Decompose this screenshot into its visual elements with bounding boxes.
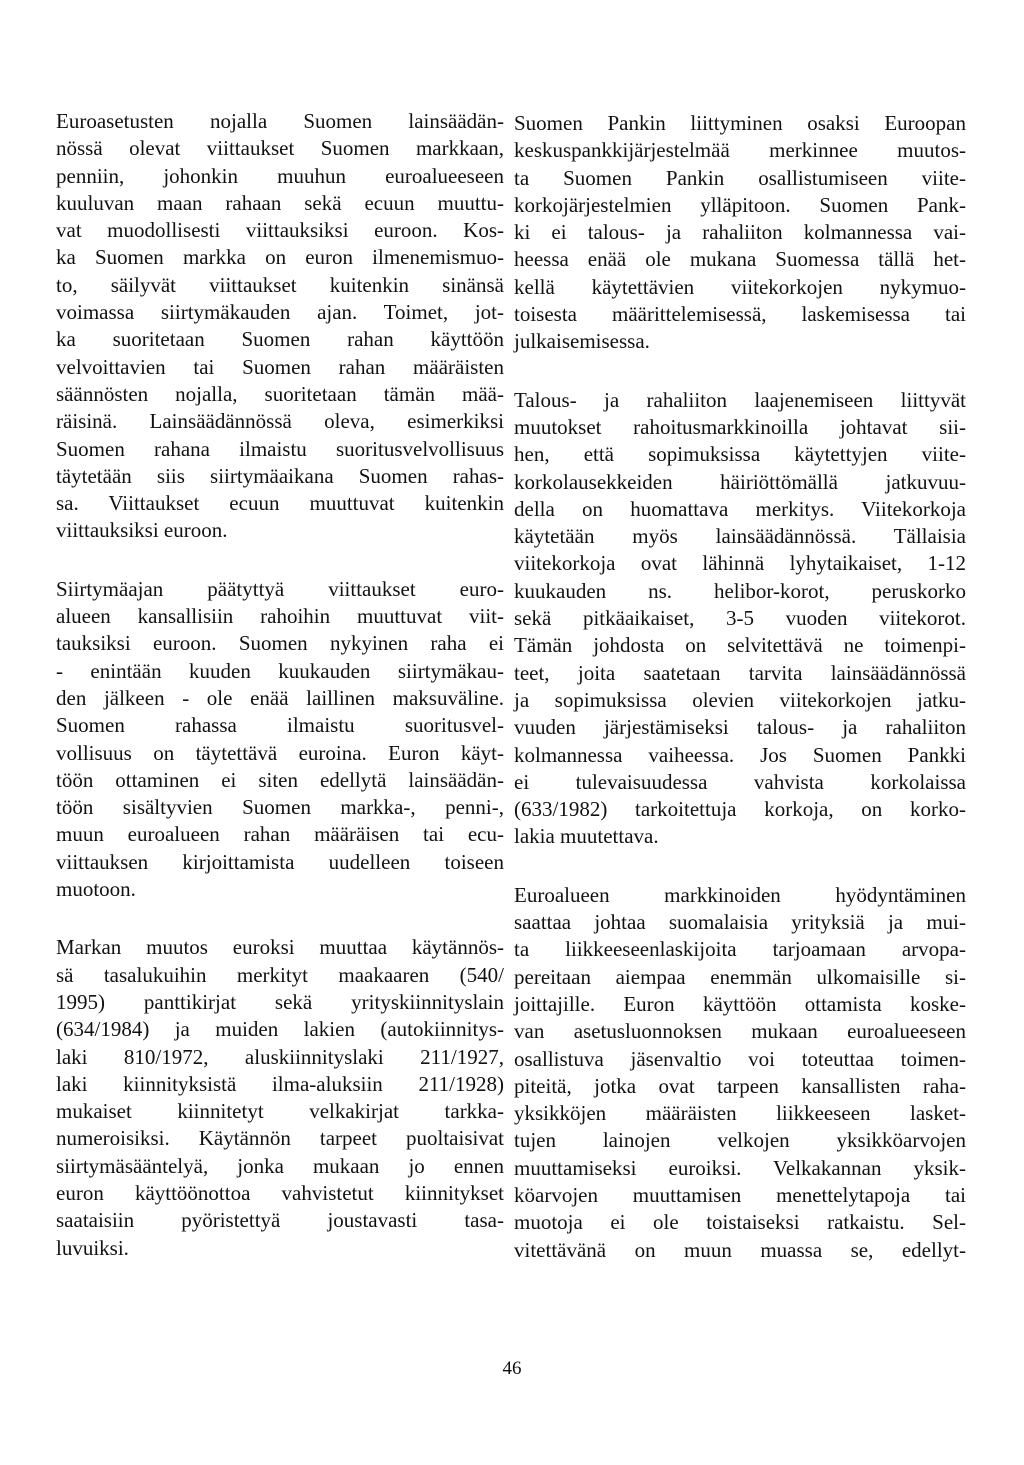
right-column (514, 110, 966, 1295)
text-line: muotoja ei ole toistaiseksi ratkaistu. Sel- (514, 1210, 966, 1235)
text-line: kuukauden ns. helibor-korot, peruskorko (514, 578, 966, 603)
paragraph (56, 576, 504, 904)
text-line: alueen kansallisiin rahoihin muuttuvat viit- (56, 604, 504, 629)
paragraph (514, 387, 966, 851)
text-line: joittajille. Euron käyttöön ottamista koske- (514, 991, 966, 1016)
text-line: saattaa johtaa suomalaisia yrityksiä ja mui- (514, 910, 966, 935)
page-number: 46 (502, 1358, 522, 1379)
text-line: toisesta määrittelemisessä, laskemisessa tai (514, 302, 966, 327)
text-line: Suomen rahassa ilmaistu suoritusvel- (56, 713, 504, 738)
text-line: muun euroalueen rahan määräisen tai ecu- (56, 822, 504, 847)
text-line: Suomen Pankin liittyminen osaksi Euroopan (514, 111, 966, 135)
text-line: sekä pitkäaikaiset, 3-5 vuoden viitekorot. (514, 606, 966, 631)
paragraph (56, 108, 504, 545)
text-line: Talous- ja rahaliiton laajenemiseen liittyvät (514, 387, 966, 412)
text-line: van asetusluonnoksen mukaan euroalueeseen (514, 1019, 966, 1044)
paragraph (56, 934, 504, 1262)
text-line: osallistuva jäsenvaltio voi toteuttaa toimen- (514, 1046, 966, 1071)
text-line: tauksiksi euroon. Suomen nykyinen raha ei (56, 631, 504, 656)
text-line: yksikköjen määräisten liikkeeseen lasket- (514, 1101, 966, 1126)
text-line: vat muodollisesti viittauksiksi euroon. Kos- (56, 218, 504, 243)
text-line: viitekorkoja ovat lähinnä lyhytaikaiset, 1-12 (514, 551, 966, 576)
text-line: pereitaan aiempaa enemmän ulkomaisille si- (514, 964, 966, 989)
text-line: saataisiin pyöristettyä joustavasti tasa- (56, 1208, 504, 1233)
text-line: viittauksen kirjoittamista uudelleen toiseen (56, 849, 504, 874)
text-line: laki kiinnityksistä ilma-aluksiin 211/1928) (56, 1071, 504, 1096)
text-line: ja sopimuksissa olevien viitekorkojen jatku- (514, 687, 966, 712)
text-line: penniin, johonkin muuhun euroalueeseen (56, 163, 504, 188)
text-line: ki ei talous- ja rahaliiton kolmannessa vai- (514, 220, 966, 245)
text-line: säännösten nojalla, suoritetaan tämän mää- (56, 381, 504, 406)
text-line: kuuluvan maan rahaan sekä ecuun muuttu- (56, 190, 504, 215)
text-line: töön ottaminen ei siten edellytä lainsäädän- (56, 767, 504, 792)
text-line: lakia muutettava. (514, 824, 659, 849)
paragraph (514, 882, 966, 1264)
text-line: vuuden järjestämiseksi talous- ja rahaliiton (514, 715, 966, 740)
text-line: laki 810/1972, aluskiinnityslaki 211/1927, (56, 1044, 504, 1069)
text-line: räisinä. Lainsäädännössä oleva, esimerkiksi (56, 409, 504, 434)
text-line: tujen lainojen velkojen yksikköarvojen (514, 1128, 966, 1153)
text-line: Euroalueen markkinoiden hyödyntäminen (514, 882, 966, 907)
text-line: korkolausekkeiden häiriöttömällä jatkuvuu- (514, 469, 966, 494)
text-line: julkaisemisessa. (514, 329, 650, 354)
text-line: della on huomattava merkitys. Viitekorkoja (514, 496, 966, 521)
text-line: käytetään myös lainsäädännössä. Tällaisia (514, 524, 966, 549)
text-line: vitettävänä on muun muassa se, edellyt- (514, 1237, 966, 1262)
text-line: (633/1982) tarkoitettuja korkoja, on korko- (514, 797, 966, 822)
text-line: voimassa siirtymäkauden ajan. Toimet, jot- (56, 300, 504, 325)
text-line: siirtymäsääntelyä, jonka mukaan jo ennen (56, 1153, 504, 1178)
text-line: teet, joita saatetaan tarvita lainsäädännössä (514, 660, 966, 685)
text-line: muuttamiseksi euroiksi. Velkakannan yksik- (514, 1155, 966, 1180)
text-line: korkojärjestelmien ylläpitoon. Suomen Pank- (514, 192, 966, 217)
left-column (56, 108, 504, 1293)
text-line: mukaiset kiinnitetyt velkakirjat tarkka- (56, 1099, 504, 1124)
text-line: vollisuus on täytettävä euroina. Euron käyt- (56, 740, 504, 765)
text-line: kolmannessa vaiheessa. Jos Suomen Pankki (514, 742, 966, 767)
text-line: euron käyttöönottoa vahvistetut kiinnitykset (56, 1180, 504, 1205)
text-line: muotoon. (56, 877, 136, 902)
text-line: den jälkeen - ole enää laillinen maksuväline. (56, 685, 504, 710)
paragraph (514, 110, 966, 356)
text-line: to, säilyvät viittaukset kuitenkin sinänsä (56, 272, 504, 297)
text-line: täytetään siis siirtymäaikana Suomen rahas- (56, 463, 504, 488)
text-line: 1995) panttikirjat sekä yrityskiinnityslain (56, 989, 504, 1014)
text-line: Euroasetusten nojalla Suomen lainsäädän- (56, 109, 504, 133)
text-line: keskuspankkijärjestelmää merkinnee muutos- (514, 138, 966, 163)
text-line: ka Suomen markka on euron ilmenemismuo- (56, 245, 504, 270)
text-line: nössä olevat viittaukset Suomen markkaan, (56, 136, 504, 161)
text-line: heessa enää ole mukana Suomessa tällä het- (514, 247, 966, 272)
text-line: Tämän johdosta on selvitettävä ne toimenpi- (514, 633, 966, 658)
text-line: Siirtymäajan päätyttyä viittaukset euro- (56, 576, 504, 601)
text-line: numeroisiksi. Käytännön tarpeet puoltaisivat (56, 1126, 504, 1151)
text-line: sa. Viittaukset ecuun muuttuvat kuitenkin (56, 491, 504, 516)
text-line: Markan muutos euroksi muuttaa käytännös- (56, 935, 504, 960)
text-line: piteitä, jotka ovat tarpeen kansallisten raha- (514, 1073, 966, 1098)
text-line: velvoittavien tai Suomen rahan määräisten (56, 354, 504, 379)
text-line: ei tulevaisuudessa vahvista korkolaissa (514, 769, 966, 794)
text-line: sä tasalukuihin merkityt maakaaren (540/ (56, 962, 504, 987)
text-line: luvuiksi. (56, 1235, 129, 1260)
text-line: töön sisältyvien Suomen markka-, penni-, (56, 795, 504, 820)
text-line: - enintään kuuden kuukauden siirtymäkau- (56, 658, 504, 683)
text-line: muutokset rahoitusmarkkinoilla johtavat sii- (514, 414, 966, 439)
text-line: köarvojen muuttamisen menettelytapoja tai (514, 1182, 966, 1207)
text-line: kellä käytettävien viitekorkojen nykymuo- (514, 274, 966, 299)
text-line: viittauksiksi euroon. (56, 518, 228, 543)
text-line: Suomen rahana ilmaistu suoritusvelvollisuus (56, 436, 504, 461)
text-line: (634/1984) ja muiden lakien (autokiinnitys- (56, 1017, 504, 1042)
text-line: hen, että sopimuksissa käytettyjen viite- (514, 442, 966, 467)
text-line: ta Suomen Pankin osallistumiseen viite- (514, 165, 966, 190)
text-line: ta liikkeeseenlaskijoita tarjoamaan arvopa- (514, 937, 966, 962)
text-line: ka suoritetaan Suomen rahan käyttöön (56, 327, 504, 352)
